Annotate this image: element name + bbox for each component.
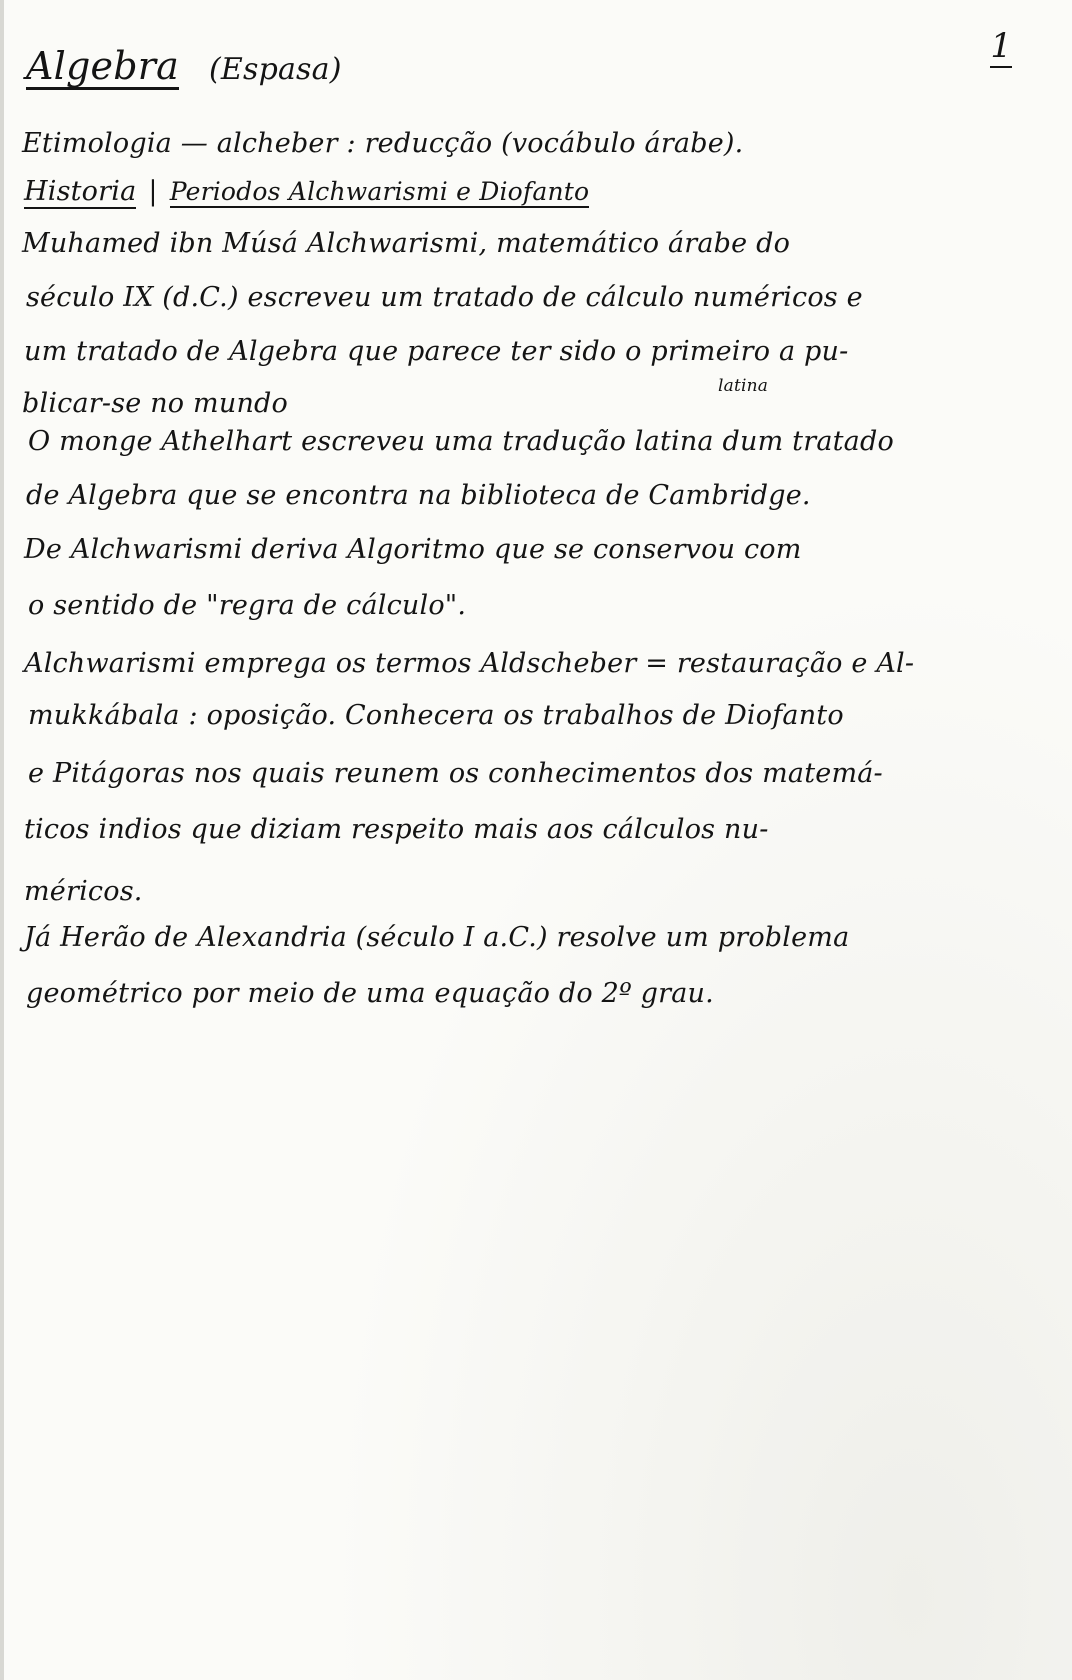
ln-3: um tratado de Algebra que parece ter sido o primeiro a pu- xyxy=(24,336,849,367)
history-subheading: Periodos Alchwarismi e Diofanto xyxy=(169,177,590,206)
history-separator: | xyxy=(148,176,158,207)
history-heading-line xyxy=(24,176,589,207)
ln-6: de Algebra que se encontra na biblioteca de Cambridge. xyxy=(26,480,811,511)
ln-8: o sentido de "regra de cálculo". xyxy=(28,590,467,621)
ln-1: Muhamed ibn Músá Alchwarismi, matemático árabe do xyxy=(22,228,791,259)
ln-0: Etimologia — alcheber : reducção (vocábulo árabe). xyxy=(22,128,744,159)
ln-14: Já Herão de Alexandria (século I a.C.) resolve um problema xyxy=(24,922,850,953)
ln-5: O monge Athelhart escreveu uma tradução latina dum tratado xyxy=(28,426,894,457)
interlinear-insertion: latina xyxy=(718,376,769,396)
ln-10: mukkábala : oposição. Conhecera os trabalhos de Diofanto xyxy=(28,700,844,731)
ln-13: méricos. xyxy=(24,876,143,907)
ln-9: Alchwarismi emprega os termos Aldscheber = restauração e Al- xyxy=(24,648,915,679)
ln-12: ticos indios que diziam respeito mais aos cálculos nu- xyxy=(24,814,769,845)
ln-4: blicar-se no mundo xyxy=(22,388,288,419)
ln-11: e Pitágoras nos quais reunem os conhecimentos dos matemá- xyxy=(28,758,883,789)
ln-2: século IX (d.C.) escreveu um tratado de cálculo numéricos e xyxy=(26,282,863,313)
title-source: (Espasa) xyxy=(208,52,342,87)
history-heading: Historia xyxy=(24,176,137,207)
page-edge xyxy=(0,0,4,1680)
title-main: Algebra xyxy=(26,44,179,88)
page-number: 1 xyxy=(990,26,1012,66)
ln-15: geométrico por meio de uma equação do 2º grau. xyxy=(26,978,714,1009)
page-title xyxy=(26,44,342,90)
ln-7: De Alchwarismi deriva Algoritmo que se conservou com xyxy=(24,534,802,565)
